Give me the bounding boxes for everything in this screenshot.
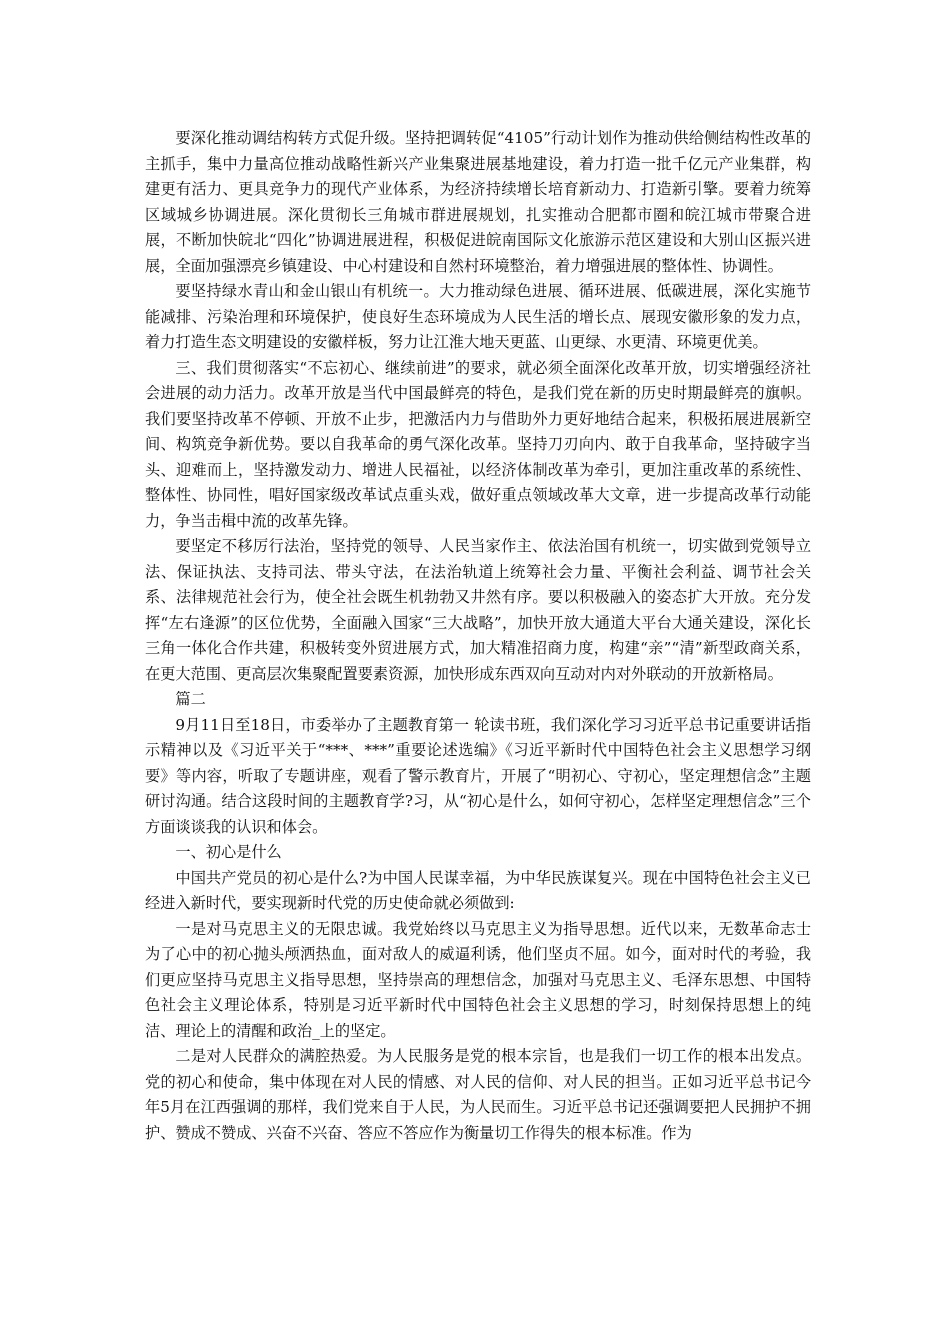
paragraph-6: 中国共产党员的初心是什么?为中国人民谋幸福，为中华民族谋复兴。现在中国特色社会主义已经进入新时代，要实现新时代党的历史使命就必须做到: bbox=[145, 868, 811, 912]
document-body bbox=[145, 126, 811, 1146]
section-heading-1: 一、初心是什么 bbox=[175, 843, 282, 861]
paragraph-1: 要深化推动调结构转方式促升级。坚持把调转促“4105”行动计划作为推动供给侧结构性改革的主抓手，集中力量高位推动战略性新兴产业集聚进展基地建设，着力打造一批千亿元产业集群，构建更有活力、更具竞争力的现代产业体系，为经济持续增长培育新动力、打造新引擎。要着力统筹区域城乡协调进展。深化贯彻长三角城市群进展规划，扎实推动合肥都市圈和皖江城市带聚合进展，不断加快皖北“四化”协调进展进程，积极促进皖南国际文化旅游示范区建设和大别山区振兴进展，全面加强漂亮乡镇建设、中心村建设和自然村环境整治，着力增强进展的整体性、协调性。 bbox=[145, 129, 811, 275]
paragraph-5: 9月11日至18日，市委举办了主题教育第一 轮读书班，我们深化学习习近平总书记重要讲话指示精神以及《习近平关于“***、***”重要论述选编》《习近平新时代中国特色社会主义思想学习纲要》等内容，听取了专题讲座，观看了警示教育片，开展了“明初心、守初心，坚定理想信念”主题研讨沟通。结合这段时间的主题教育学?习，从“初心是什么，如何守初心，怎样坚定理想信念”三个方面谈谈我的认识和体会。 bbox=[145, 715, 811, 836]
section-heading-part-two: 篇二 bbox=[175, 690, 206, 708]
paragraph-3: 三、我们贯彻落实“不忘初心、继续前进”的要求，就必须全面深化改革开放，切实增强经济社会进展的动力活力。改革开放是当代中国最鲜亮的特色，是我们党在新的历史时期最鲜亮的旗帜。我们要坚持改革不停顿、开放不止步，把激活内力与借助外力更好地结合起来，积极拓展进展新空间、构筑竞争新优势。要以自我革命的勇气深化改革。坚持刀刃向内、敢于自我革命，坚持破字当头、迎难而上，坚持激发动力、增进人民福祉，以经济体制改革为牵引，更加注重改革的系统性、整体性、协同性，唱好国家级改革试点重头戏，做好重点领域改革大文章，进一步提高改革行动能力，争当击楫中流的改革先锋。 bbox=[145, 358, 811, 530]
paragraph-2: 要坚持绿水青山和金山银山有机统一。大力推动绿色进展、循环进展、低碳进展，深化实施节能减排、污染治理和环境保护，使良好生态环境成为人民生活的增长点、展现安徽形象的发力点，着力打造生态文明建设的安徽样板，努力让江淮大地天更蓝、山更绿、水更清、环境更优美。 bbox=[145, 282, 811, 351]
paragraph-4: 要坚定不移厉行法治，坚持党的领导、人民当家作主、依法治国有机统一，切实做到党领导立法、保证执法、支持司法、带头守法，在法治轨道上统筹社会力量、平衡社会利益、调节社会关系、法律规范社会行为，使全社会既生机勃勃又井然有序。要以积极融入的姿态扩大开放。充分发挥“左右逢源”的区位优势，全面融入国家“三大战略”，加快开放大通道大平台大通关建设，深化长三角一体化合作共建，积极转变外贸进展方式，加大精准招商力度，构建“亲”“清”新型政商关系，在更大范围、更高层次集聚配置要素资源，加快形成东西双向互动对内对外联动的开放新格局。 bbox=[145, 537, 811, 683]
paragraph-8: 二是对人民群众的满腔热爱。为人民服务是党的根本宗旨，也是我们一切工作的根本出发点。党的初心和使命，集中体现在对人民的情感、对人民的信仰、对人民的担当。正如习近平总书记今年5月在江西强调的那样，我们党来自于人民，为人民而生。习近平总书记还强调要把人民拥护不拥护、赞成不赞成、兴奋不兴奋、答应不答应作为衡量切工作得失的根本标准。作为 bbox=[145, 1047, 811, 1142]
paragraph-7: 一是对马克思主义的无限忠诚。我党始终以马克思主义为指导思想。近代以来，无数革命志士为了心中的初心抛头颅洒热血，面对敌人的威逼利诱，他们坚贞不屈。如今，面对时代的考验，我们更应坚持马克思主义指导思想，坚持崇高的理想信念，加强对马克思主义、毛泽东思想、中国特色社会主义理论体系，特别是习近平新时代中国特色社会主义思想的学习，时刻保持思想上的纯洁、理论上的清醒和政治_上的坚定。 bbox=[145, 919, 811, 1040]
